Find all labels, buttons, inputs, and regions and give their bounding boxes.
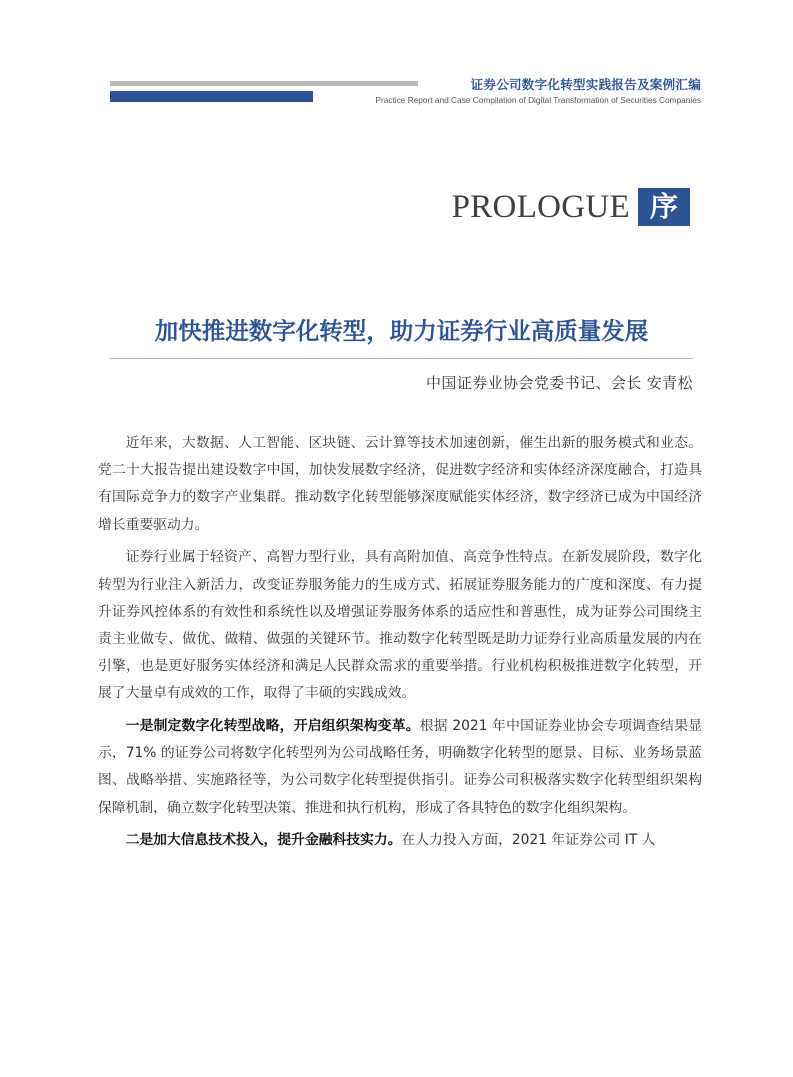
article-byline: 中国证券业协会党委书记、会长 安青松 — [426, 374, 693, 392]
paragraph-3 — [98, 713, 702, 822]
section-label — [452, 187, 690, 227]
section-label-cn-badge: 序 — [638, 188, 690, 226]
paragraph-text: 在人力投入方面，2021 年证券公司 IT 人 — [401, 832, 656, 849]
paragraph-2 — [98, 544, 702, 707]
paragraph-lead: 二是加大信息技术投入，提升金融科技实力。 — [125, 832, 402, 849]
article-body — [98, 430, 702, 860]
title-divider — [110, 358, 693, 359]
paragraph-1 — [98, 430, 702, 539]
paragraph-lead: 一是制定数字化转型战略，开启组织架构变革。 — [125, 718, 420, 735]
header-blue-bar — [110, 91, 313, 102]
header-gray-bar — [110, 81, 418, 86]
paragraph-text: 证券行业属于轻资产、高智力型行业，具有高附加值、高竞争性特点。在新发展阶段，数字化转型为行业注入新活力，改变证券服务能力的生成方式、拓展证券服务能力的广度和深度、有力提升证券风控体系的有效性和系统性以及增强证券服务体系的适应性和普惠性，成为证券公司围绕主责主业做专、做优、做精、做强的关键环节。推动数字化转型既是助力证券行业高质量发展的内在引擎，也是更好服务实体经济和满足人民群众需求的重要举措。行业机构积极推进数字化转型，开展了大量卓有成效的工作，取得了丰硕的实践成效。 — [98, 549, 702, 702]
paragraph-4 — [98, 827, 702, 854]
paragraph-text: 根据 2021 年中国证券业协会专项调查结果显示，71% 的证券公司将数字化转型列为公司战略任务，明确数字化转型的愿景、目标、业务场景蓝图、战略举措、实施路径等，为公司数字化转型提供指引。证券公司积极落实数字化转型组织架构保障机制，确立数字化转型决策、推进和执行机构，形成了各具特色的数字化组织架构。 — [98, 718, 702, 816]
header-title-cn: 证券公司数字化转型实践报告及案例汇编 — [470, 77, 701, 92]
article-title: 加快推进数字化转型，助力证券行业高质量发展 — [154, 317, 649, 345]
section-label-en: PROLOGUE — [451, 189, 630, 225]
header-title-en: Practice Report and Case Compilation of Digital Transformation of Securities Companies — [375, 95, 701, 105]
paragraph-text: 近年来，大数据、人工智能、区块链、云计算等技术加速创新，催生出新的服务模式和业态。党二十大报告提出建设数字中国，加快发展数字经济，促进数字经济和实体经济深度融合，打造具有国际竞争力的数字产业集群。推动数字化转型能够深度赋能实体经济，数字经济已成为中国经济增长重要驱动力。 — [98, 435, 702, 533]
